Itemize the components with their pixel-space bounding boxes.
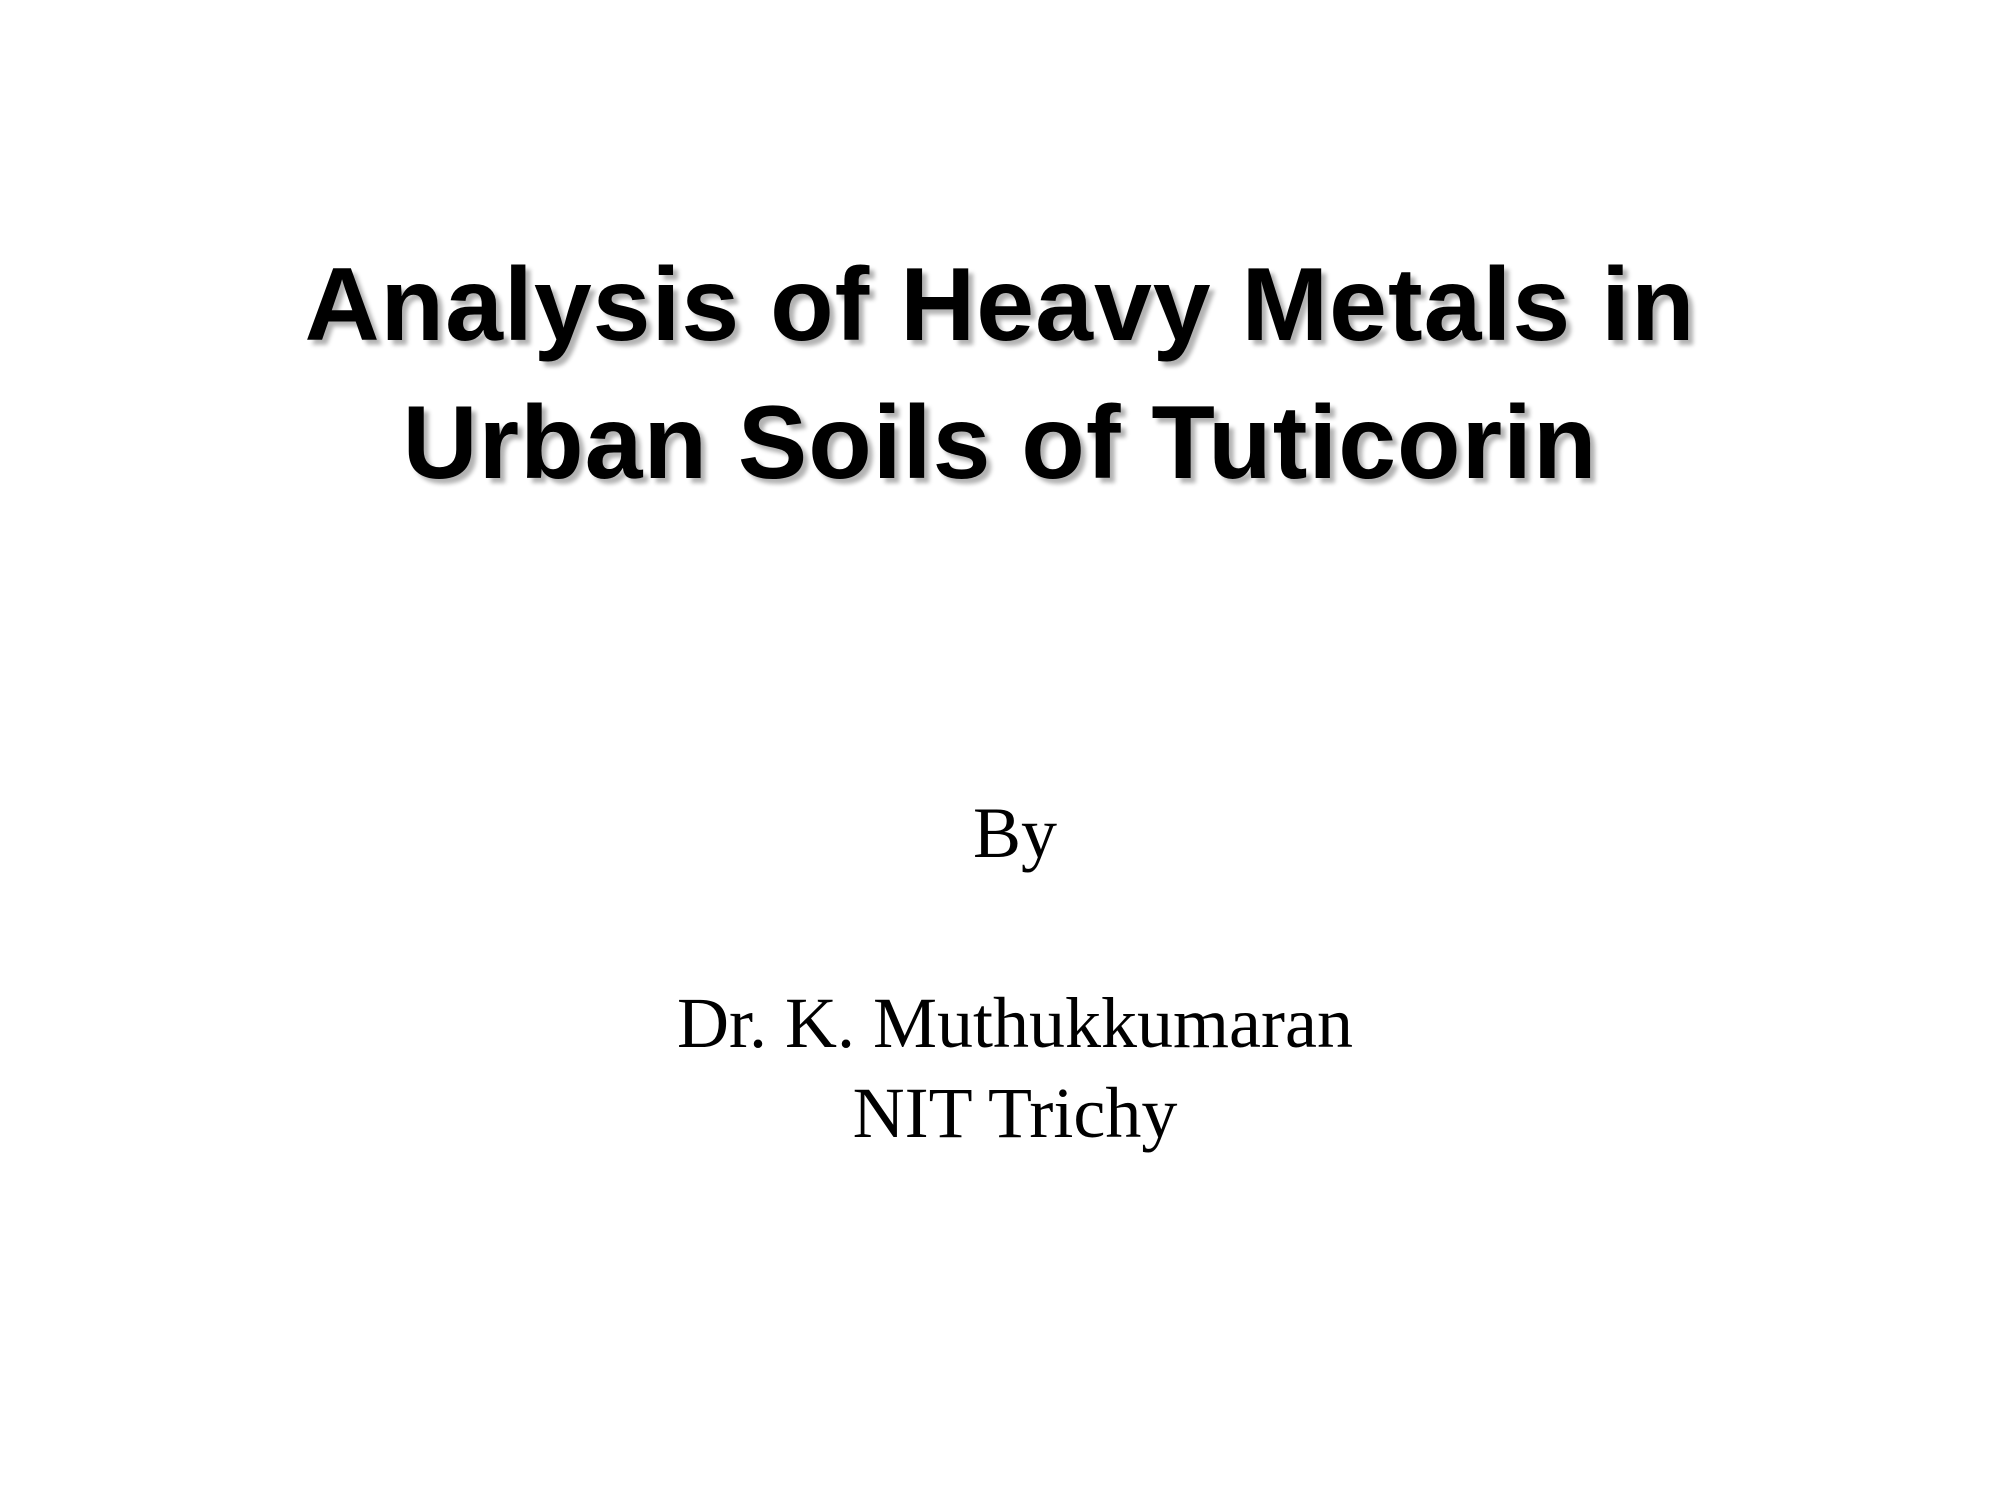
title-line-1: Analysis of Heavy Metals in (304, 247, 1696, 363)
by-label: By (972, 793, 1058, 873)
author-affiliation: NIT Trichy (852, 1073, 1178, 1153)
title-line-2: Urban Soils of Tuticorin (402, 385, 1598, 501)
author-name: Dr. K. Muthukkumaran (677, 983, 1353, 1063)
author-block (0, 978, 2000, 1158)
slide-title (0, 236, 2000, 512)
